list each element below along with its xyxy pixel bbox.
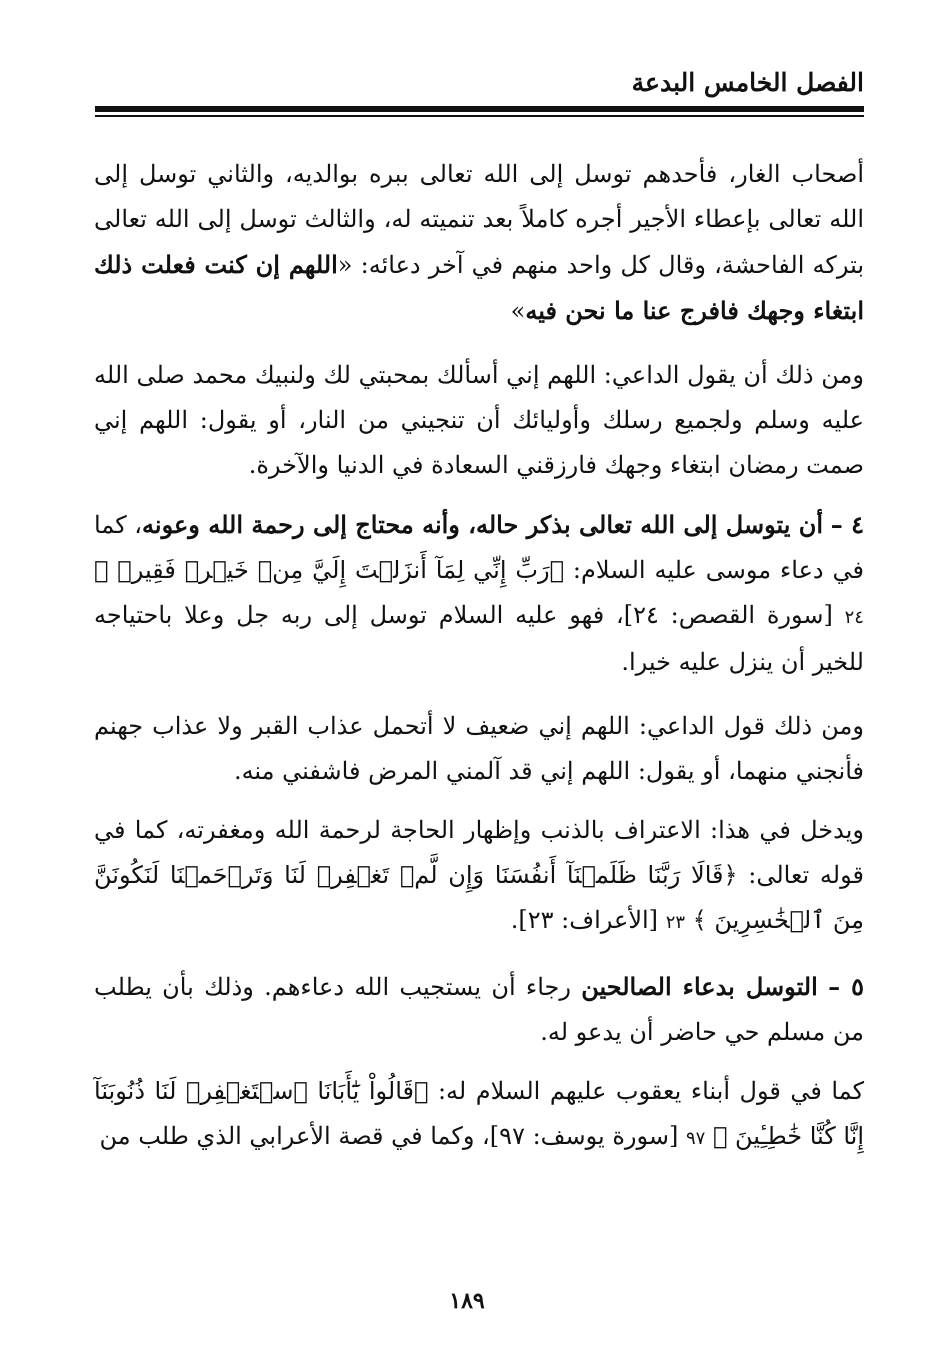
paragraph-point-4 (94, 502, 864, 685)
paragraph-text: كما في قول أبناء يعقوب عليهم السلام له: (437, 1077, 864, 1105)
page-number: ١٨٩ (449, 1288, 485, 1314)
verse-citation: [سورة القصص: ٢٤] (623, 601, 833, 629)
running-head-title: الفصل الخامس البدعة (631, 68, 864, 97)
paragraph-point-5 (94, 964, 864, 1055)
ayah-number: ٢٣ (665, 912, 686, 933)
quran-verse: ﴿رَبِّ إِنِّي لِمَآ أَنزَلۡتَ إِلَيَّ مِنۡ خَيۡرٖ فَقِيرٞ ﴾ (94, 556, 565, 584)
paragraph-example-weakness (94, 704, 864, 794)
paragraph-text: ، وكما في قصة الأعرابي الذي طلب من (99, 1122, 490, 1150)
paragraph-text: ويدخل في هذا: الاعتراف بالذنب وإظهار الحاجة لرحمة الله ومغفرته، كما في قوله تعالى: (94, 816, 864, 889)
verse-citation: [الأعراف: ٢٣]. (510, 906, 659, 934)
paragraph-example-love (94, 353, 864, 488)
paragraph-text: ومن ذلك أن يقول الداعي: اللهم إني أسألك بمحبتي لك ولنبيك محمد صلى الله عليه وسلم ولجميع رسلك وأوليائك أن تنجيني من النار، أو يقول: اللهم إني صمت رمضان ابتغاء وجهك فارزقني السعادة في الدنيا والآخرة. (94, 361, 864, 479)
header-rule-thin (95, 115, 864, 117)
paragraph-yaqub-sons (94, 1069, 864, 1161)
paragraph-text: ، فهو عليه السلام توسل إلى ربه جل وعلا باحتياجه للخير أن ينزل عليه خيرا. (94, 601, 864, 676)
header-rule-thick (95, 106, 864, 112)
point-heading: التوسل بدعاء الصالحين (581, 972, 818, 1001)
page-body (94, 152, 864, 1180)
quran-verse: ﴿قَالُواْ يَٰٓأَبَانَا ٱسۡتَغۡفِرۡ لَنَا ذُنُوبَنَآ إِنَّا كُنَّا خَٰطِـِٔينَ ﴾ (94, 1077, 864, 1150)
point-number: ٥ – (828, 972, 864, 1001)
paragraph-cave-companions (94, 152, 864, 334)
quote-close: » (510, 297, 526, 325)
paragraph-text: رجاء أن يستجيب الله دعاءهم. وذلك بأن يطلب من مسلم حي حاضر أن يدعو له. (94, 973, 864, 1046)
verse-citation: [سورة يوسف: ٩٧] (489, 1122, 679, 1150)
quran-verse: ﴿قَالَا رَبَّنَا ظَلَمۡنَآ أَنفُسَنَا وَإِن لَّمۡ تَغۡفِرۡ لَنَا وَتَرۡحَمۡنَا لَنَكُونَنَّ مِنَ ٱلۡخَٰسِرِينَ ﴾ (94, 861, 864, 934)
paragraph-confession (94, 808, 864, 945)
ayah-number: ٩٧ (686, 1128, 706, 1149)
paragraph-text: أصحاب الغار، فأحدهم توسل إلى الله تعالى ببره بوالديه، والثاني توسل إلى الله تعالى بإعطاء الأجير أجره كاملاً بعد تنميته له، والثالث توسل إلى الله تعالى بتركه الفاحشة، وقال كل واحد منهم في آخر دعائه: « (94, 160, 864, 279)
supplication-quote: اللهم إن كنت فعلت ذلك ابتغاء وجهك فافرج عنا ما نحن فيه (94, 250, 864, 325)
paragraph-text: ومن ذلك قول الداعي: اللهم إني ضعيف لا أتحمل عذاب القبر ولا عذاب جهنم فأنجني منهما، أو يقول: اللهم إني قد آلمني المرض فاشفني منه. (94, 712, 864, 785)
ayah-number: ٢٤ (844, 607, 864, 628)
point-heading: أن يتوسل إلى الله تعالى بذكر حاله، وأنه محتاج إلى رحمة الله وعونه (142, 510, 824, 539)
point-number: ٤ – (830, 510, 864, 539)
paragraph-text: ، كما في دعاء موسى عليه السلام: (94, 511, 864, 584)
